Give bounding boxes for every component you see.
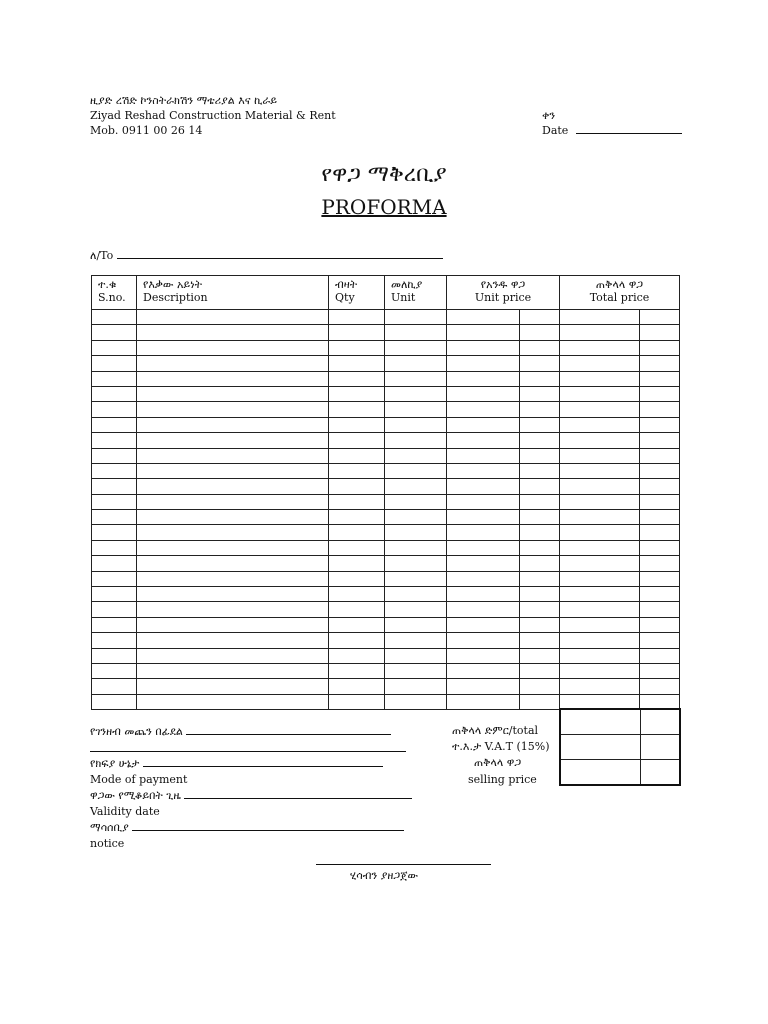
cell-total-price[interactable] — [560, 310, 640, 325]
cell-unit-price-cents[interactable] — [520, 510, 560, 525]
cell-description[interactable] — [137, 494, 329, 509]
cell-total-price[interactable] — [560, 325, 640, 340]
cell-qty[interactable] — [329, 417, 385, 432]
notice-label-amharic: ማሳሰቢያ — [90, 821, 129, 834]
cell-description[interactable] — [137, 602, 329, 617]
cell-total-price[interactable] — [560, 510, 640, 525]
header-total-price: ጠቅላላ ዋጋ Total price — [560, 276, 680, 310]
cell-description[interactable] — [137, 648, 329, 663]
cell-sno[interactable] — [92, 325, 137, 340]
cell-total-price[interactable] — [560, 617, 640, 632]
cell-total-price-cents[interactable] — [640, 525, 680, 540]
header-unit: መለኪያ Unit — [385, 276, 447, 310]
cell-sno[interactable] — [92, 340, 137, 355]
selling-cents[interactable] — [640, 760, 680, 786]
cell-qty[interactable] — [329, 602, 385, 617]
header-unit-price: የአንዱ ዋጋ Unit price — [447, 276, 560, 310]
cell-unit-price-cents[interactable] — [520, 663, 560, 678]
cell-total-price-cents[interactable] — [640, 510, 680, 525]
validity-line — [184, 788, 412, 799]
cell-sno[interactable] — [92, 463, 137, 478]
cell-unit-price[interactable] — [447, 402, 520, 417]
table-row — [92, 556, 680, 571]
cell-unit[interactable] — [385, 371, 447, 386]
selling-price-label-english: selling price — [468, 773, 537, 786]
table-row — [92, 648, 680, 663]
cell-total-price[interactable] — [560, 587, 640, 602]
company-name-english: Ziyad Reshad Construction Material & Rent — [90, 109, 336, 122]
cell-unit-price[interactable] — [447, 617, 520, 632]
cell-description[interactable] — [137, 663, 329, 678]
cell-unit-price-cents[interactable] — [520, 556, 560, 571]
cell-description[interactable] — [137, 340, 329, 355]
cell-unit-price-cents[interactable] — [520, 463, 560, 478]
cell-unit[interactable] — [385, 310, 447, 325]
cell-unit-price[interactable] — [447, 479, 520, 494]
cell-total-price-cents[interactable] — [640, 540, 680, 555]
cell-unit[interactable] — [385, 679, 447, 694]
cell-description[interactable] — [137, 633, 329, 648]
cell-description[interactable] — [137, 386, 329, 401]
cell-unit-price-cents[interactable] — [520, 617, 560, 632]
cell-unit-price[interactable] — [447, 540, 520, 555]
table-row — [92, 679, 680, 694]
cell-qty[interactable] — [329, 402, 385, 417]
cell-sno[interactable] — [92, 479, 137, 494]
cell-sno[interactable] — [92, 663, 137, 678]
cell-sno[interactable] — [92, 510, 137, 525]
cell-total-price[interactable] — [560, 540, 640, 555]
cell-description[interactable] — [137, 325, 329, 340]
cell-qty[interactable] — [329, 525, 385, 540]
cell-qty[interactable] — [329, 663, 385, 678]
cell-sno[interactable] — [92, 433, 137, 448]
cell-description[interactable] — [137, 587, 329, 602]
company-mobile: Mob. 0911 00 26 14 — [90, 124, 203, 137]
cell-description[interactable] — [137, 479, 329, 494]
company-name-amharic: ዚያድ ረሽድ ኮንስትራክሽን ማቴሪያል እና ኪራይ — [90, 94, 278, 107]
cell-sno[interactable] — [92, 556, 137, 571]
cell-qty[interactable] — [329, 356, 385, 371]
cell-total-price-cents[interactable] — [640, 371, 680, 386]
cell-unit[interactable] — [385, 325, 447, 340]
cell-sno[interactable] — [92, 494, 137, 509]
cell-unit-price[interactable] — [447, 417, 520, 432]
cell-unit[interactable] — [385, 356, 447, 371]
cell-qty[interactable] — [329, 510, 385, 525]
cell-total-price-cents[interactable] — [640, 325, 680, 340]
cell-total-price-cents[interactable] — [640, 356, 680, 371]
cell-total-price-cents[interactable] — [640, 617, 680, 632]
cell-unit-price-cents[interactable] — [520, 633, 560, 648]
payment-condition-label: የክፍያ ሁኔታ — [90, 757, 140, 770]
table-row — [92, 340, 680, 355]
table-row — [92, 356, 680, 371]
cell-total-price[interactable] — [560, 386, 640, 401]
cell-unit[interactable] — [385, 602, 447, 617]
cell-total-price-cents[interactable] — [640, 494, 680, 509]
cell-unit-price[interactable] — [447, 310, 520, 325]
header-qty: ብዛት Qty — [329, 276, 385, 310]
cell-sno[interactable] — [92, 540, 137, 555]
cell-unit[interactable] — [385, 417, 447, 432]
cell-description[interactable] — [137, 525, 329, 540]
cell-total-price[interactable] — [560, 571, 640, 586]
cell-total-price-cents[interactable] — [640, 479, 680, 494]
cell-unit-price-cents[interactable] — [520, 602, 560, 617]
to-line — [117, 248, 443, 259]
cell-unit[interactable] — [385, 433, 447, 448]
cell-unit[interactable] — [385, 633, 447, 648]
cell-sno[interactable] — [92, 633, 137, 648]
cell-qty[interactable] — [329, 540, 385, 555]
cell-qty[interactable] — [329, 310, 385, 325]
cell-unit-price[interactable] — [447, 663, 520, 678]
cell-qty[interactable] — [329, 325, 385, 340]
cell-unit[interactable] — [385, 663, 447, 678]
cell-unit-price-cents[interactable] — [520, 386, 560, 401]
cell-sno[interactable] — [92, 402, 137, 417]
date-label-english: Date — [542, 124, 569, 137]
header-sno: ተ.ቁ S.no. — [92, 276, 137, 310]
table-row — [92, 494, 680, 509]
cell-unit-price[interactable] — [447, 571, 520, 586]
vat-cents[interactable] — [640, 735, 680, 760]
cell-unit[interactable] — [385, 340, 447, 355]
cell-unit-price[interactable] — [447, 602, 520, 617]
table-row — [92, 587, 680, 602]
cell-total-price[interactable] — [560, 448, 640, 463]
cell-unit-price[interactable] — [447, 648, 520, 663]
payment-words-field[interactable] — [90, 724, 391, 740]
cell-qty[interactable] — [329, 463, 385, 478]
mode-of-payment-label: Mode of payment — [90, 773, 188, 786]
cell-description[interactable] — [137, 371, 329, 386]
cell-unit-price-cents[interactable] — [520, 540, 560, 555]
table-row — [92, 386, 680, 401]
cell-description[interactable] — [137, 310, 329, 325]
cell-total-price[interactable] — [560, 417, 640, 432]
cell-description[interactable] — [137, 556, 329, 571]
cell-unit-price-cents[interactable] — [520, 648, 560, 663]
cell-total-price[interactable] — [560, 402, 640, 417]
items-table — [91, 275, 680, 710]
cell-unit-price[interactable] — [447, 556, 520, 571]
cell-unit-price[interactable] — [447, 463, 520, 478]
selling-price-label-amharic: ጠቅላላ ዋጋ — [474, 756, 522, 769]
signature-line[interactable] — [316, 864, 491, 865]
cell-qty[interactable] — [329, 587, 385, 602]
cell-total-price-cents[interactable] — [640, 448, 680, 463]
cell-sno[interactable] — [92, 571, 137, 586]
table-row — [92, 479, 680, 494]
cell-qty[interactable] — [329, 694, 385, 709]
cell-total-price[interactable] — [560, 663, 640, 678]
cell-unit[interactable] — [385, 587, 447, 602]
table-row — [92, 525, 680, 540]
to-field[interactable] — [90, 248, 443, 264]
cell-total-price-cents[interactable] — [640, 340, 680, 355]
cell-unit-price[interactable] — [447, 340, 520, 355]
table-row — [92, 510, 680, 525]
payment-words-line — [186, 724, 391, 735]
vat-row — [560, 735, 680, 760]
cell-unit-price-cents[interactable] — [520, 356, 560, 371]
cell-sno[interactable] — [92, 602, 137, 617]
title-english — [0, 195, 768, 219]
cell-sno[interactable] — [92, 417, 137, 432]
cell-qty[interactable] — [329, 448, 385, 463]
cell-unit-price-cents[interactable] — [520, 402, 560, 417]
cell-unit[interactable] — [385, 463, 447, 478]
cell-total-price-cents[interactable] — [640, 433, 680, 448]
cell-total-price-cents[interactable] — [640, 663, 680, 678]
cell-total-price[interactable] — [560, 494, 640, 509]
cell-unit[interactable] — [385, 540, 447, 555]
cell-qty[interactable] — [329, 479, 385, 494]
cell-sno[interactable] — [92, 310, 137, 325]
cell-total-price[interactable] — [560, 556, 640, 571]
title-amharic: የዋጋ ማቅረቢያ — [321, 162, 447, 187]
cell-unit-price[interactable] — [447, 386, 520, 401]
cell-total-price[interactable] — [560, 340, 640, 355]
cell-unit-price[interactable] — [447, 371, 520, 386]
cell-unit[interactable] — [385, 694, 447, 709]
total-row — [560, 709, 680, 735]
cell-total-price[interactable] — [560, 679, 640, 694]
cell-sno[interactable] — [92, 694, 137, 709]
cell-unit-price-cents[interactable] — [520, 325, 560, 340]
cell-unit-price[interactable] — [447, 325, 520, 340]
cell-unit[interactable] — [385, 556, 447, 571]
total-label: ጠቅላላ ድምር/total — [452, 724, 539, 737]
cell-unit[interactable] — [385, 571, 447, 586]
cell-sno[interactable] — [92, 448, 137, 463]
cell-qty[interactable] — [329, 340, 385, 355]
validity-label-amharic: ዋጋው የሚቆይበት ጊዜ — [90, 789, 181, 802]
cell-description[interactable] — [137, 679, 329, 694]
table-row — [92, 402, 680, 417]
cell-sno[interactable] — [92, 356, 137, 371]
cell-sno[interactable] — [92, 617, 137, 632]
date-line — [576, 123, 682, 134]
cell-total-price-cents[interactable] — [640, 679, 680, 694]
cell-unit-price-cents[interactable] — [520, 479, 560, 494]
cell-unit-price[interactable] — [447, 433, 520, 448]
cell-total-price-cents[interactable] — [640, 402, 680, 417]
cell-description[interactable] — [137, 417, 329, 432]
selling-value[interactable] — [560, 760, 640, 786]
cell-unit[interactable] — [385, 494, 447, 509]
cell-unit[interactable] — [385, 525, 447, 540]
cell-total-price-cents[interactable] — [640, 386, 680, 401]
payment-condition-line — [143, 756, 383, 767]
title-english-text: PROFORMA — [321, 195, 447, 219]
cell-qty[interactable] — [329, 571, 385, 586]
vat-value[interactable] — [560, 735, 640, 760]
header-description: የእቃው አይነት Description — [137, 276, 329, 310]
payment-words-line-2 — [90, 751, 406, 752]
cell-unit[interactable] — [385, 648, 447, 663]
table-row — [92, 633, 680, 648]
cell-unit-price-cents[interactable] — [520, 417, 560, 432]
cell-qty[interactable] — [329, 679, 385, 694]
cell-description[interactable] — [137, 510, 329, 525]
cell-unit-price-cents[interactable] — [520, 494, 560, 509]
cell-unit-price[interactable] — [447, 694, 520, 709]
cell-total-price-cents[interactable] — [640, 310, 680, 325]
cell-total-price[interactable] — [560, 356, 640, 371]
cell-sno[interactable] — [92, 386, 137, 401]
notice-line — [132, 820, 404, 831]
cell-total-price[interactable] — [560, 633, 640, 648]
cell-unit-price[interactable] — [447, 633, 520, 648]
cell-unit-price[interactable] — [447, 510, 520, 525]
cell-unit-price[interactable] — [447, 356, 520, 371]
cell-sno[interactable] — [92, 587, 137, 602]
selling-row — [560, 760, 680, 786]
cell-description[interactable] — [137, 694, 329, 709]
table-row — [92, 310, 680, 325]
cell-unit[interactable] — [385, 386, 447, 401]
cell-unit-price-cents[interactable] — [520, 679, 560, 694]
cell-unit[interactable] — [385, 617, 447, 632]
cell-total-price-cents[interactable] — [640, 556, 680, 571]
cell-description[interactable] — [137, 463, 329, 478]
cell-sno[interactable] — [92, 679, 137, 694]
cell-sno[interactable] — [92, 371, 137, 386]
table-row — [92, 417, 680, 432]
cell-sno[interactable] — [92, 525, 137, 540]
table-row — [92, 571, 680, 586]
cell-description[interactable] — [137, 540, 329, 555]
cell-unit-price[interactable] — [447, 525, 520, 540]
date-label-amharic: ቀን — [542, 109, 556, 122]
cell-qty[interactable] — [329, 386, 385, 401]
cell-qty[interactable] — [329, 371, 385, 386]
cell-unit-price-cents[interactable] — [520, 448, 560, 463]
cell-total-price[interactable] — [560, 371, 640, 386]
cell-unit[interactable] — [385, 510, 447, 525]
notice-label-english: notice — [90, 837, 125, 850]
validity-label-english: Validity date — [90, 805, 160, 818]
table-row — [92, 463, 680, 478]
cell-unit[interactable] — [385, 479, 447, 494]
cell-qty[interactable] — [329, 556, 385, 571]
cell-total-price-cents[interactable] — [640, 633, 680, 648]
cell-unit-price[interactable] — [447, 448, 520, 463]
table-row — [92, 371, 680, 386]
cell-unit-price-cents[interactable] — [520, 525, 560, 540]
cell-total-price-cents[interactable] — [640, 587, 680, 602]
cell-unit-price-cents[interactable] — [520, 587, 560, 602]
cell-description[interactable] — [137, 433, 329, 448]
cell-description[interactable] — [137, 617, 329, 632]
cell-total-price[interactable] — [560, 602, 640, 617]
cell-total-price-cents[interactable] — [640, 571, 680, 586]
total-value[interactable] — [560, 709, 640, 735]
table-header-row — [92, 276, 680, 310]
date-field[interactable] — [542, 123, 682, 138]
table-row — [92, 448, 680, 463]
cell-total-price-cents[interactable] — [640, 463, 680, 478]
cell-unit-price[interactable] — [447, 587, 520, 602]
cell-total-price[interactable] — [560, 433, 640, 448]
payment-words-label: የገንዘብ መጨን በፊደል — [90, 725, 183, 738]
prepared-by-label: ሂሳብን ያዘጋጀው — [349, 869, 419, 882]
cell-total-price[interactable] — [560, 463, 640, 478]
table-row — [92, 663, 680, 678]
cell-unit-price-cents[interactable] — [520, 371, 560, 386]
cell-unit-price-cents[interactable] — [520, 571, 560, 586]
totals-table — [559, 708, 681, 786]
total-cents[interactable] — [640, 709, 680, 735]
cell-sno[interactable] — [92, 648, 137, 663]
cell-unit-price[interactable] — [447, 494, 520, 509]
cell-qty[interactable] — [329, 617, 385, 632]
cell-unit-price-cents[interactable] — [520, 340, 560, 355]
cell-qty[interactable] — [329, 633, 385, 648]
cell-unit-price-cents[interactable] — [520, 694, 560, 709]
vat-label: ተ.እ.ታ V.A.T (15%) — [452, 740, 550, 753]
cell-description[interactable] — [137, 402, 329, 417]
table-row — [92, 433, 680, 448]
table-row — [92, 602, 680, 617]
table-row — [92, 617, 680, 632]
cell-unit-price[interactable] — [447, 679, 520, 694]
cell-unit-price-cents[interactable] — [520, 310, 560, 325]
payment-condition-field[interactable] — [90, 756, 383, 772]
cell-total-price-cents[interactable] — [640, 417, 680, 432]
cell-total-price[interactable] — [560, 648, 640, 663]
cell-description[interactable] — [137, 448, 329, 463]
table-row — [92, 540, 680, 555]
cell-description[interactable] — [137, 356, 329, 371]
cell-unit-price-cents[interactable] — [520, 433, 560, 448]
cell-unit[interactable] — [385, 448, 447, 463]
cell-total-price-cents[interactable] — [640, 648, 680, 663]
cell-qty[interactable] — [329, 494, 385, 509]
cell-unit[interactable] — [385, 402, 447, 417]
cell-total-price[interactable] — [560, 525, 640, 540]
notice-field[interactable] — [90, 820, 404, 836]
cell-qty[interactable] — [329, 433, 385, 448]
cell-description[interactable] — [137, 571, 329, 586]
cell-total-price[interactable] — [560, 479, 640, 494]
cell-qty[interactable] — [329, 648, 385, 663]
table-row — [92, 325, 680, 340]
cell-total-price-cents[interactable] — [640, 602, 680, 617]
to-label: ለ/To — [90, 249, 114, 262]
validity-field[interactable] — [90, 788, 412, 804]
